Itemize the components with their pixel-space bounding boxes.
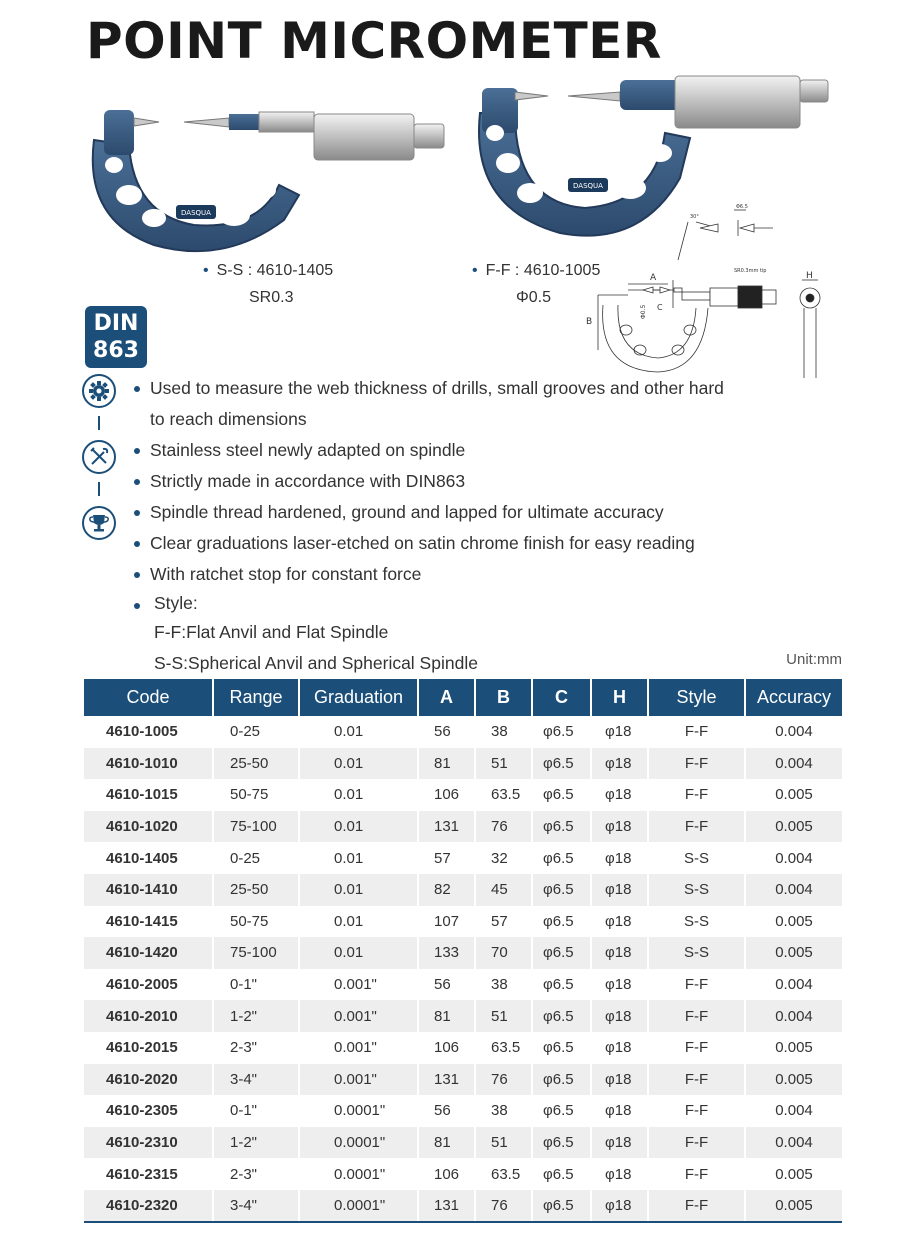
cell-graduation: 0.01 (299, 716, 418, 748)
cell-graduation: 0.0001" (299, 1190, 418, 1222)
cell-range: 3-4" (213, 1064, 299, 1096)
table-row (84, 1000, 842, 1032)
caption-ss-sub: SR0.3 (249, 289, 294, 306)
cell-code: 4610-1010 (84, 748, 213, 780)
cell-a: 107 (418, 906, 475, 938)
cell-h: φ18 (591, 1095, 648, 1127)
table-row (84, 716, 842, 748)
dimension-diagram (578, 200, 836, 385)
table-row (84, 779, 842, 811)
cell-h: φ18 (591, 1032, 648, 1064)
col-header-code: Code (84, 679, 213, 716)
cell-graduation: 0.0001" (299, 1095, 418, 1127)
cell-accuracy: 0.004 (775, 723, 813, 741)
caption-ff-sub: Φ0.5 (516, 289, 552, 306)
cell-c: φ6.5 (532, 1127, 591, 1159)
caption-ss-label: S-S : 4610-1405 (216, 262, 334, 279)
cell-c: φ6.5 (532, 1158, 591, 1190)
cell-b: 38 (475, 1095, 532, 1127)
cell-b: 38 (475, 969, 532, 1001)
cell-a: 131 (418, 1190, 475, 1222)
cell-a: 81 (418, 1000, 475, 1032)
cell-style: F-F (648, 716, 745, 748)
cell-graduation: 0.01 (299, 937, 418, 969)
cell-a: 56 (418, 716, 475, 748)
cell-h: φ18 (591, 1127, 648, 1159)
cell-code: 4610-1420 (84, 937, 213, 969)
cell-c: φ6.5 (532, 1032, 591, 1064)
cell-c: φ6.5 (532, 937, 591, 969)
table-body (84, 716, 842, 1222)
cell-range: 0-25 (213, 716, 299, 748)
cell-a: 106 (418, 1032, 475, 1064)
diagram-dia-small: Φ0.5 (640, 304, 647, 319)
diagram-tip-note: SR0.3mm tip (734, 268, 767, 274)
cell-code: 4610-1405 (84, 842, 213, 874)
cell-accuracy: 0.005 (745, 937, 842, 969)
cell-b: 63.5 (475, 779, 532, 811)
cell-range: 0-1" (213, 969, 299, 1001)
cell-b: 51 (475, 1000, 532, 1032)
cell-graduation: 0.01 (299, 842, 418, 874)
cell-code: 4610-1415 (84, 906, 213, 938)
table-row (84, 937, 842, 969)
table-row (84, 874, 842, 906)
bullet-dot: • (472, 262, 478, 279)
cell-c: φ6.5 (532, 811, 591, 843)
cell-a: 131 (418, 811, 475, 843)
col-header-style: Style (648, 679, 745, 716)
cell-accuracy: 0.004 (775, 1102, 813, 1120)
cell-h: φ18 (591, 748, 648, 780)
cell-style: S-S (648, 937, 745, 969)
feature-item: F-F:Flat Anvil and Flat Spindle (154, 622, 389, 642)
cell-graduation: 0.01 (299, 811, 418, 843)
cell-h: φ18 (591, 874, 648, 906)
cell-h: φ18 (591, 842, 648, 874)
cell-code: 4610-1015 (84, 779, 213, 811)
diagram-dia-top: Φ6.5 (736, 204, 748, 210)
cell-style: F-F (648, 1000, 745, 1032)
table-row (84, 1127, 842, 1159)
cell-a: 56 (418, 969, 475, 1001)
col-header-h: H (591, 679, 648, 716)
col-header-c: C (532, 679, 591, 716)
cell-style: F-F (648, 1095, 745, 1127)
cell-graduation: 0.01 (299, 874, 418, 906)
cell-c: φ6.5 (532, 1000, 591, 1032)
feature-item: Spindle thread hardened, ground and lapped for ultimate accuracy (130, 497, 790, 528)
cell-b: 51 (475, 1127, 532, 1159)
cell-c: φ6.5 (532, 748, 591, 780)
cell-range: 2-3" (213, 1158, 299, 1190)
cell-graduation: 0.001" (299, 1064, 418, 1096)
diagram-label-a: A (650, 273, 657, 283)
caption-ss (203, 257, 333, 311)
cell-range: 75-100 (213, 937, 299, 969)
cell-graduation: 0.001" (299, 1000, 418, 1032)
cell-graduation: 0.01 (299, 748, 418, 780)
cell-style: F-F (648, 1127, 745, 1159)
col-header-accuracy: Accuracy (745, 679, 842, 716)
table-row (84, 1158, 842, 1190)
cell-accuracy: 0.005 (775, 912, 813, 930)
cell-c: φ6.5 (532, 906, 591, 938)
diagram-label-c: C (657, 303, 663, 312)
cell-code: 4610-1410 (84, 874, 213, 906)
cell-range: 50-75 (213, 779, 299, 811)
feature-item: Stainless steel newly adapted on spindle (130, 435, 790, 466)
cell-accuracy: 0.004 (745, 874, 842, 906)
feature-item: Clear graduations laser-etched on satin chrome finish for easy reading (130, 528, 790, 559)
cell-code: 4610-2005 (84, 969, 213, 1001)
cell-c: φ6.5 (532, 1064, 591, 1096)
cell-code: 4610-2305 (84, 1095, 213, 1127)
cell-b: 32 (475, 842, 532, 874)
cell-style: F-F (648, 969, 745, 1001)
table-bottom-rule (84, 1221, 842, 1223)
din-badge-line2: 863 (93, 338, 139, 363)
gear-icon (82, 374, 116, 408)
cell-code: 4610-2020 (84, 1064, 213, 1096)
cell-a: 81 (418, 748, 475, 780)
table-row (84, 1095, 842, 1127)
cell-a: 106 (418, 1158, 475, 1190)
table-row (84, 1190, 842, 1222)
cell-h: φ18 (591, 1064, 648, 1096)
cell-h: φ18 (591, 1158, 648, 1190)
tools-icon (82, 440, 116, 474)
din-badge (85, 306, 147, 368)
cell-graduation: 0.001" (299, 1032, 418, 1064)
icon-connector (98, 416, 100, 430)
cell-h: φ18 (591, 906, 648, 938)
feature-item: Used to measure the web thickness of drills, small grooves and other hard (130, 373, 790, 404)
cell-style: F-F (648, 811, 745, 843)
cell-range: 1-2" (213, 1127, 299, 1159)
trophy-icon (82, 506, 116, 540)
cell-h: φ18 (591, 779, 648, 811)
cell-b: 51 (475, 748, 532, 780)
cell-accuracy: 0.004 (745, 1127, 842, 1159)
feature-item: Style: (130, 590, 790, 617)
cell-range: 2-3" (213, 1032, 299, 1064)
cell-h: φ18 (591, 716, 648, 748)
cell-code: 4610-2315 (84, 1158, 213, 1190)
cell-b: 70 (475, 937, 532, 969)
cell-code: 4610-1005 (84, 716, 213, 748)
feature-item: S-S:Spherical Anvil and Spherical Spindle (154, 653, 478, 673)
cell-h: φ18 (591, 937, 648, 969)
cell-a: 133 (418, 937, 475, 969)
feature-item: to reach dimensions (150, 409, 307, 429)
cell-c: φ6.5 (532, 1095, 591, 1127)
cell-h: φ18 (591, 811, 648, 843)
cell-c: φ6.5 (532, 1190, 591, 1222)
feature-list (130, 373, 790, 679)
cell-a: 56 (418, 1095, 475, 1127)
cell-c: φ6.5 (532, 874, 591, 906)
cell-b: 76 (475, 811, 532, 843)
brand-logo: DASQUA (181, 209, 211, 217)
cell-graduation: 0.01 (299, 906, 418, 938)
col-header-a: A (418, 679, 475, 716)
unit-label: Unit:mm (786, 651, 842, 668)
feature-item: Strictly made in accordance with DIN863 (130, 466, 790, 497)
cell-style: F-F (648, 1158, 745, 1190)
cell-a: 57 (418, 842, 475, 874)
cell-a: 131 (418, 1064, 475, 1096)
cell-c: φ6.5 (532, 969, 591, 1001)
spec-table (84, 679, 842, 1222)
cell-accuracy: 0.004 (775, 976, 813, 994)
cell-style: F-F (648, 779, 745, 811)
icon-connector (98, 482, 100, 496)
cell-b: 63.5 (475, 1158, 532, 1190)
table-row (84, 1064, 842, 1096)
cell-range: 75-100 (213, 811, 299, 843)
caption-ff-label: F-F : 4610-1005 (485, 262, 601, 279)
cell-accuracy: 0.005 (775, 1165, 813, 1183)
cell-style: S-S (648, 874, 745, 906)
cell-b: 63.5 (475, 1032, 532, 1064)
cell-b: 57 (475, 906, 532, 938)
cell-a: 82 (418, 874, 475, 906)
table-row (84, 842, 842, 874)
table-row (84, 748, 842, 780)
cell-h: φ18 (591, 1000, 648, 1032)
table-row (84, 906, 842, 938)
cell-range: 1-2" (213, 1000, 299, 1032)
cell-accuracy: 0.005 (745, 811, 842, 843)
cell-range: 25-50 (213, 748, 299, 780)
cell-style: F-F (648, 748, 745, 780)
cell-accuracy: 0.004 (775, 849, 813, 867)
din-badge-line1: DIN (93, 311, 139, 336)
cell-code: 4610-2310 (84, 1127, 213, 1159)
cell-range: 25-50 (213, 874, 299, 906)
cell-graduation: 0.0001" (299, 1127, 418, 1159)
cell-b: 76 (475, 1064, 532, 1096)
bullet-dot: • (203, 262, 209, 279)
cell-range: 50-75 (213, 906, 299, 938)
cell-accuracy: 0.004 (745, 1000, 842, 1032)
cell-a: 106 (418, 779, 475, 811)
diagram-label-b: B (586, 317, 593, 327)
col-header-range: Range (213, 679, 299, 716)
cell-graduation: 0.0001" (299, 1158, 418, 1190)
cell-c: φ6.5 (532, 716, 591, 748)
cell-style: F-F (648, 1032, 745, 1064)
cell-graduation: 0.01 (299, 779, 418, 811)
diagram-label-h: H (806, 271, 813, 281)
table-row (84, 811, 842, 843)
diagram-angle: 30° (690, 214, 699, 220)
cell-range: 3-4" (213, 1190, 299, 1222)
cell-c: φ6.5 (532, 842, 591, 874)
cell-b: 76 (475, 1190, 532, 1222)
cell-accuracy: 0.004 (745, 748, 842, 780)
cell-style: S-S (648, 906, 745, 938)
cell-a: 81 (418, 1127, 475, 1159)
cell-b: 38 (475, 716, 532, 748)
table-row (84, 969, 842, 1001)
cell-style: F-F (648, 1064, 745, 1096)
cell-c: φ6.5 (532, 779, 591, 811)
cell-code: 4610-2320 (84, 1190, 213, 1222)
cell-range: 0-25 (213, 842, 299, 874)
cell-style: S-S (648, 842, 745, 874)
page-title: POINT MICROMETER (86, 12, 662, 70)
col-header-graduation: Graduation (299, 679, 418, 716)
cell-code: 4610-1020 (84, 811, 213, 843)
cell-accuracy: 0.005 (745, 1190, 842, 1222)
table-header-row (84, 679, 842, 716)
cell-code: 4610-2015 (84, 1032, 213, 1064)
brand-logo: DASQUA (573, 182, 603, 190)
cell-accuracy: 0.005 (775, 786, 813, 804)
cell-accuracy: 0.005 (775, 1039, 813, 1057)
micrometer-ss-image (84, 100, 454, 260)
col-header-b: B (475, 679, 532, 716)
cell-accuracy: 0.005 (745, 1064, 842, 1096)
cell-b: 45 (475, 874, 532, 906)
cell-style: F-F (648, 1190, 745, 1222)
cell-h: φ18 (591, 1190, 648, 1222)
cell-code: 4610-2010 (84, 1000, 213, 1032)
cell-graduation: 0.001" (299, 969, 418, 1001)
table-row (84, 1032, 842, 1064)
cell-h: φ18 (591, 969, 648, 1001)
cell-range: 0-1" (213, 1095, 299, 1127)
feature-item: With ratchet stop for constant force (130, 559, 790, 590)
